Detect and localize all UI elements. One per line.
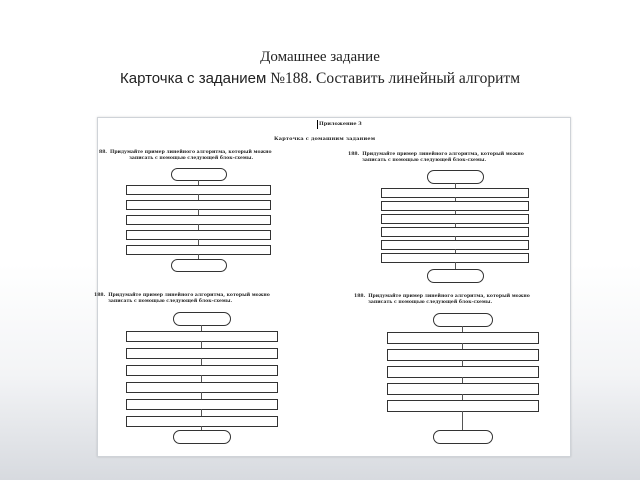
slide-title-line2 xyxy=(0,70,640,88)
homework-card-image xyxy=(94,117,571,457)
task-text-4 xyxy=(354,294,530,306)
flow-process-block xyxy=(126,348,278,359)
flow-process-block xyxy=(387,400,539,412)
flow-end-terminator xyxy=(173,430,231,444)
task-line: записать с помощью следующей блок-схемы. xyxy=(129,156,254,161)
task-number: 88. xyxy=(99,150,107,155)
flow-connector xyxy=(201,375,202,382)
flow-start-terminator xyxy=(427,170,484,184)
flow-connector xyxy=(462,411,463,430)
task-line: Придумайте пример линейного алгоритма, который можно xyxy=(368,294,530,299)
flow-process-block xyxy=(387,349,539,361)
flow-start-terminator xyxy=(173,312,231,326)
flow-process-block xyxy=(126,365,278,376)
flow-process-block xyxy=(387,383,539,395)
flow-process-block xyxy=(387,366,539,378)
task-line: записать с помощью следующей блок-схемы. xyxy=(108,299,233,304)
flow-start-terminator xyxy=(433,313,493,327)
slide-title-line1: Домашнее задание xyxy=(260,49,380,65)
flow-connector xyxy=(201,392,202,399)
flow-process-block xyxy=(126,382,278,393)
task-text-2 xyxy=(348,152,524,164)
task-text-1 xyxy=(99,150,272,162)
flow-connector xyxy=(201,409,202,416)
appendix-label: Приложение 3 xyxy=(319,121,362,127)
flow-end-terminator xyxy=(171,259,227,272)
task-number: 188. xyxy=(354,294,366,299)
task-line: Придумайте пример линейного алгоритма, который можно xyxy=(108,293,270,298)
task-line: записать с помощью следующей блок-схемы. xyxy=(368,300,493,305)
flow-connector xyxy=(455,262,456,269)
flow-process-block xyxy=(387,332,539,344)
task-line: Придумайте пример линейного алгоритма, который можно xyxy=(110,150,272,155)
flow-end-terminator xyxy=(427,269,484,283)
flow-process-block xyxy=(126,399,278,410)
title-task-text: №188. Составить линейный алгоритм xyxy=(266,70,520,87)
flow-process-block xyxy=(126,416,278,427)
flow-connector xyxy=(201,358,202,365)
card-heading: Карточка с домашним заданием xyxy=(274,136,376,142)
appendix-marker xyxy=(317,120,318,129)
title-card-label: Карточка с заданием xyxy=(120,70,267,87)
task-number: 188. xyxy=(94,293,106,298)
flow-end-terminator xyxy=(433,430,493,444)
task-number: 188. xyxy=(348,152,360,157)
task-text-3 xyxy=(94,293,270,305)
task-line: записать с помощью следующей блок-схемы. xyxy=(362,158,487,163)
flow-start-terminator xyxy=(171,168,227,181)
flow-connector xyxy=(201,341,202,348)
flow-process-block xyxy=(126,331,278,342)
task-line: Придумайте пример линейного алгоритма, который можно xyxy=(362,152,524,157)
